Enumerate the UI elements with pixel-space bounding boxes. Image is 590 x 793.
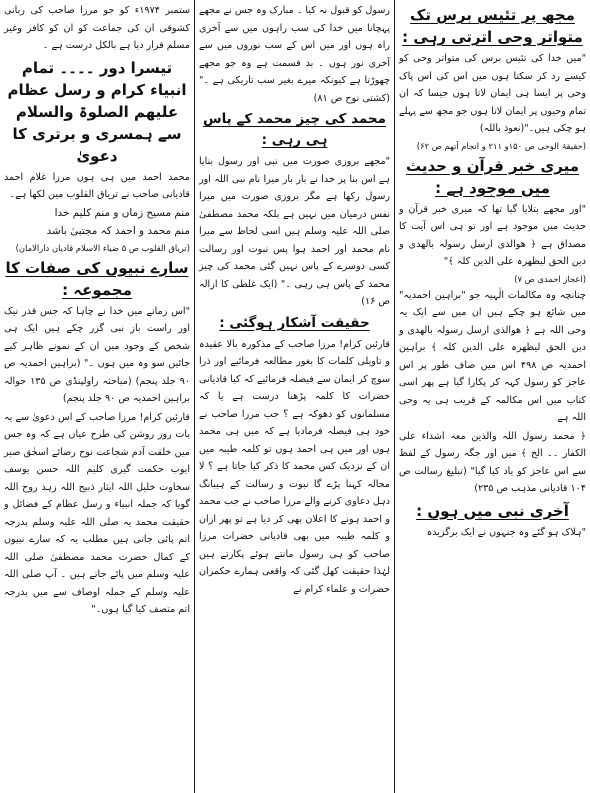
paragraph: محمد احمد میں ہی ہوں مرزا غلام احمد قادیانی صاحب نے تریاق القلوب میں لکھا ہے۔ — [4, 171, 190, 200]
paragraph: "مجھے بروزی صورت میں نبی اور رسول بنایا ہے اس بنا پر خدا نے بار بار میرا نام نبی اللہ اور رسول رکھا ہے مگر بروزی صورت میں میرا نفس درمیان میں نہیں ہے بلکہ محمد مصطفیٰ صلی اللہ علیہ وسلم ہیں اسی لحاظ سے میرا نام محمد اور احمد ہوا پس نبوت اور رسالت کسی دوسرے کے پاس نہیں گئی محمد کی چیز محمد کے پاس ہی رہی ۔" (ایک غلطی کا ازالہ ص ۱۶) — [199, 156, 390, 307]
heading-all-prophets: سارے نبیوں کی صفات کا مجموعہ : — [5, 258, 189, 299]
paragraph: قارئین کرام! مرزا صاحب کے اس دعویٰ سے یہ بات روز روشن کی طرح عیاں ہے کہ وہ جس میں خلقت آدم شجاعت نوح رضائے اسحٰق صبر ایوب حکمت گیری کلیم اللہ حسن یوسف سخاوت خلیل اللہ ایثار ذبیح اللہ زہد روح اللہ گویا کہ جملہ انبیاء و رسل عظام کے فضائل و حقیقت محمد یہ صلی اللہ علیہ وسلم بدرجہ اتم پائی جاتی ہیں مطلب یہ کہ سارے نبیوں کے کمال حضرت محمد مصطفیٰ صلی اللہ علیہ وسلم میں پائے جاتے ہیں ۔ آپ صلی اللہ علیہ وسلم کے جملہ اوصاف سے میں بدرجہ اتم متصف کیا گیا ہوں۔" — [4, 411, 190, 615]
heading-last-prophet: آخری نبی میں ہوں : — [416, 501, 569, 520]
heading-continuous-revelation: مجھ پر تئیس برس تک متواتر وحی اترتی رہی : — [402, 6, 583, 46]
paragraph: "ہلاک ہو گئے وہ جنہوں نے ایک برگزیدہ — [426, 526, 586, 538]
paragraph: چنانچہ وہ مکالمات الٰہیہ جو "براہین احمدیہ" میں شائع ہو چکے ہیں ان میں سے ایک یہ وحی اللہ ہے ﴿ ھوالذی ارسل رسولہ بالھدی و دین الحق لیظھرہ علی الدین کلہ ﴾ براہین احمدیہ ص ۴۹۸ اس میں صاف طور پر اس عاجز کو رسول کہہ کر پکارا گیا ہے پھر اسی کتاب میں اس مکالمہ کے قریب ہی یہ وحی اللہ ہے — [399, 289, 586, 423]
heading-third-era: تیسرا دور ۔۔۔۔ تمام انبیاء کرام و رسل عظام علیھم الصلوۃ والسلام سے ہمسری و برتری کا دعویٰ — [7, 58, 187, 165]
verse-line: منم مسیح زماں و منم کلیم خدا — [54, 206, 190, 219]
reference: (اعجاز احمدی ص ۷) — [514, 273, 586, 284]
paragraph: ﴿ محمد رسول اللہ والذین معہ اشداء علی الکفار ۔۔ الخ ﴾ میں اور جگہ رسول کے لفظ سے اس عاجز کو یاد کیا گیا" (تبلیغ رسالت ص ۱۰۴ قادیانی مذہب ص ۲۳۵) — [399, 430, 586, 494]
paragraph: "اس زمانے میں خدا نے چاہا کہ جس قدر نیک اور راست باز نبی گزر چکے ہیں ایک ہی شخص کے وجود میں ان کے نمونے ظاہر کیے جائیں سو وہ میں ہوں ۔" (براہین احمدیہ ص ۹۰ جلد پنجم) (مباحثہ راولپنڈی ص ۱۳۵ حوالہ براہین احمدیہ ص ۹۰ جلد پنجم) — [4, 305, 190, 404]
verse-line: منم محمد و احمد کہ مجتبیٰ باشد — [46, 224, 190, 237]
reference: (تریاق القلوب ص ۵ ضیاء الاسلام قادیان دارالامان) — [15, 242, 190, 253]
paragraph: رسول کو قبول نہ کیا ۔ مبارک وہ جس نے مجھے پہچانا میں خدا کی سب راہوں میں سے آخری راہ ہوں اور میں اس کے سب نوروں میں سے آخری نور ہوں ۔ بد قسمت ہے وہ جو مجھے چھوڑتا ہے کیونکہ میرے بغیر سب تاریکی ہے ۔"(کشتی نوح ص ۸۱) — [199, 5, 390, 104]
paragraph: "میں خدا کی تئیس برس کی متواتر وحی کو کیسے رد کر سکتا ہوں میں اس کی اس پاک وحی پر ایسا ہی ایمان لاتا ہوں جیسا کہ ان تمام وحیوں پر ایمان لاتا ہوں جو مجھ سے پہلے ہو چکی ہیں۔"(نعوذ باللہ) — [399, 53, 586, 134]
paragraph: "اور مجھے بتلایا گیا تھا کہ میری خبر قرآن و حدیث میں موجود ہے اور تو ہی اس آیت کا مصداق ہے ﴿ ھوالذی ارسل رسولہ بالھدی و دین الحق لیظھرہ علی الدین کلہ ﴾" — [399, 203, 586, 267]
column-left — [0, 0, 194, 793]
column-middle — [194, 0, 394, 793]
heading-muhammad-thing: محمد کی چیز محمد کے پاس ہی رہی : — [202, 111, 387, 148]
reference: (حقیقۃ الوحی ص ۱۵۰و ۲۱۱ و انجام آتھم ص ۶۲) — [416, 140, 586, 151]
heading-quran-hadith: میری خبر قرآن و حدیث میں موجود ہے : — [405, 156, 580, 197]
paragraph: ستمبر ۱۹۷۴ء کو جو مرزا صاحب کی ربانی کشوقی ان کی جماعت کو ان کو کافر وغیر مسلم قرار دیا ہے بالکل درست ہے ۔ — [4, 5, 191, 51]
paragraph: قارئین کرام! مرزا صاحب کے مذکورہ بالا عقیدہ و تاویلی کلمات کا بغور مطالعہ فرمائیے اور ذرا سوچ کر ایمان سے فیصلہ فرمائیے کہ کیا قادیانی حضرات کا کلمہ پڑھنا درست ہے یا کہ مسلمانوں کو دھوکہ ہے ؟ جب مرزا صاحب نے خود ہی فیصلہ فرمادیا ہے کہ میں ہی محمد ہوں اور میں ہی احمد ہوں تو کلمہ طیبہ میں ان کے نزدیک کس محمد کا ذکر کیا جاتا ہے ؟ لا محالہ کہنا پڑے گا نبوت و رسالت کے ہیبانگ دہل دعاوی کرنے والے مرزا صاحب نے جب محمد و احمد ہونے کا اعلان بھی کر دیا ہے تو پھر ازان و کلمہ طیبہ میں بھی قادیانی حضرات مرزا صاحب کو ہی رسول مانتے ہوئے پکارتے ہیں لہٰذا حقیقت کھل گئی کہ واقعی ہمارے حکمران حضرات و علماء کرام نے — [199, 338, 390, 595]
column-right — [394, 0, 590, 793]
heading-truth-revealed: حقیقت آشکار ہوگئی : — [219, 314, 370, 331]
